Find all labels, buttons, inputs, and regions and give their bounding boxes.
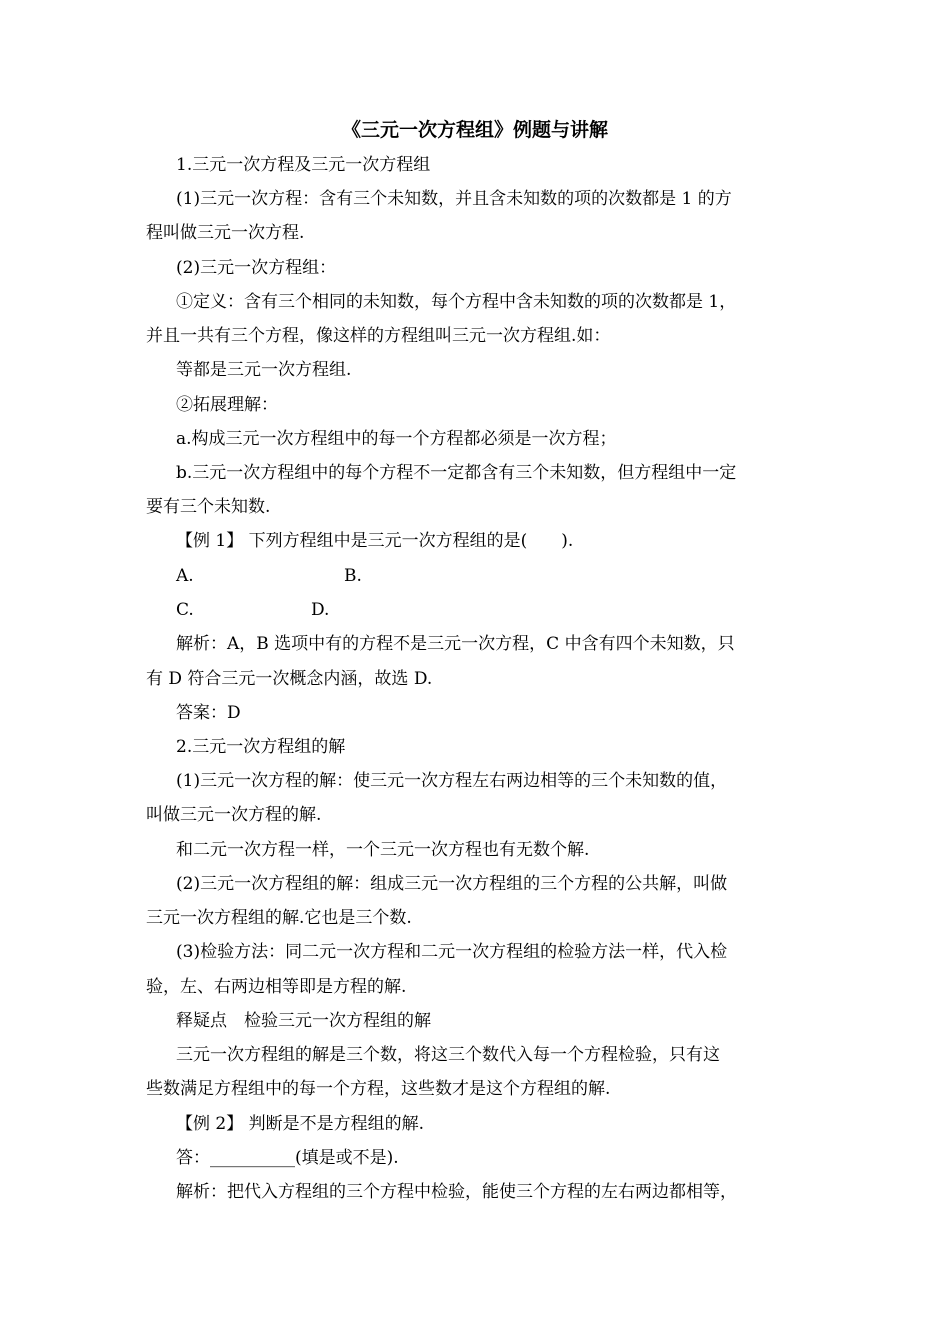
example-2-question: 【例 2】 判断是不是方程组的解. [176, 1114, 425, 1134]
paragraph-line: (2)三元一次方程组： [176, 258, 337, 278]
paragraph-line: 和二元一次方程一样，一个三元一次方程也有无数个解. [176, 840, 590, 860]
paragraph-line: 验，左、右两边相等即是方程的解. [146, 977, 407, 997]
paragraph-line: 解析：A，B 选项中有的方程不是三元一次方程，C 中含有四个未知数，只 [176, 634, 735, 654]
paragraph-line: b.三元一次方程组中的每个方程不一定都含有三个未知数，但方程组中一定 [176, 463, 737, 483]
paragraph-line: 三元一次方程组的解是三个数，将这三个数代入每一个方程检验，只有这 [176, 1045, 720, 1065]
paragraph-line: (3)检验方法：同二元一次方程和二元一次方程组的检验方法一样，代入检 [176, 942, 728, 962]
section-heading-1: 1.三元一次方程及三元一次方程组 [176, 155, 431, 175]
option-c: C. [176, 600, 194, 620]
option-d: D. [311, 600, 330, 620]
paragraph-line: 并且一共有三个方程，像这样的方程组叫三元一次方程组.如： [146, 326, 611, 346]
page-title: 《三元一次方程组》例题与讲解 [341, 119, 608, 141]
paragraph-line: (2)三元一次方程组的解：组成三元一次方程组的三个方程的公共解，叫做 [176, 874, 728, 894]
paragraph-line: (1)三元一次方程：含有三个未知数，并且含未知数的项的次数都是 1 的方 [176, 189, 732, 209]
example-1-answer: 答案：D [176, 703, 241, 723]
paragraph-line: 三元一次方程组的解.它也是三个数. [146, 908, 412, 928]
paragraph-line: 解析：把代入方程组的三个方程中检验，能使三个方程的左右两边都相等， [176, 1182, 737, 1202]
paragraph-line: 要有三个未知数. [146, 497, 271, 517]
option-b: B. [344, 566, 362, 586]
section-heading-2: 2.三元一次方程组的解 [176, 737, 346, 757]
example-1-question: 【例 1】 下列方程组中是三元一次方程组的是( ). [176, 531, 574, 551]
paragraph-line: 叫做三元一次方程的解. [146, 805, 322, 825]
clarification-heading: 释疑点 检验三元一次方程组的解 [176, 1011, 431, 1031]
example-1-options-ab [146, 559, 840, 593]
paragraph-line: 有 D 符合三元一次概念内涵，故选 D. [146, 669, 433, 689]
paragraph-line: 等都是三元一次方程组. [176, 360, 352, 380]
paragraph-line: (1)三元一次方程的解：使三元一次方程左右两边相等的三个未知数的值， [176, 771, 728, 791]
paragraph-line: 程叫做三元一次方程. [146, 223, 305, 243]
example-1-options-cd [146, 593, 840, 627]
option-a: A. [176, 566, 194, 586]
paragraph-line: ①定义：含有三个相同的未知数，每个方程中含未知数的项的次数都是 1， [176, 292, 737, 312]
paragraph-line: 些数满足方程组中的每一个方程，这些数才是这个方程组的解. [146, 1079, 611, 1099]
example-2-answer-blank: 答：__________(填是或不是). [176, 1148, 399, 1168]
paragraph-line: a.构成三元一次方程组中的每一个方程都必须是一次方程； [176, 429, 617, 449]
paragraph-line: ②拓展理解： [176, 395, 278, 415]
